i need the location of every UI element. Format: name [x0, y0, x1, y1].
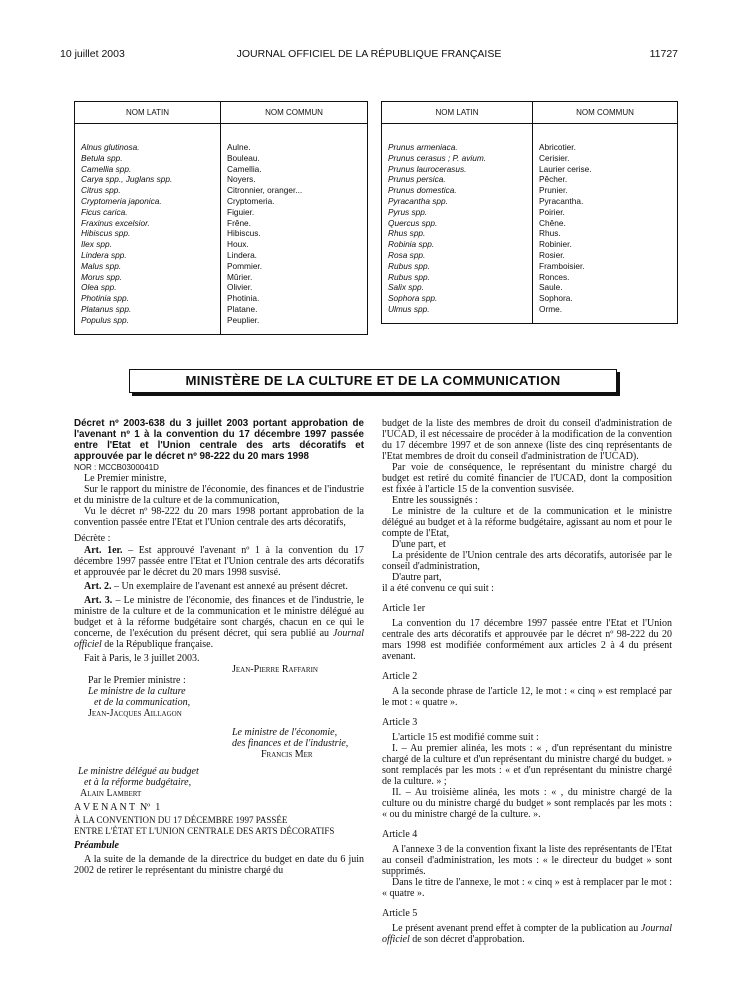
table-cell: Mûrier. — [227, 271, 253, 282]
table-cell: Frêne. — [227, 217, 251, 228]
avenant-column-right — [382, 418, 672, 945]
signatory-title: Le ministre délégué au budget — [78, 766, 199, 777]
table-cell: Pyracantha. — [539, 195, 584, 206]
table-cell: Lindera spp. — [81, 249, 127, 260]
table-cell: Prunier. — [539, 185, 568, 196]
paragraph: A la suite de la demande de la directrice du budget en date du 6 juin 2002 de retirer le représentant du ministre chargé du — [74, 854, 364, 876]
header-page-number: 11727 — [649, 48, 678, 60]
paragraph: La convention du 17 décembre 1997 passée entre l'Etat et l'Union centrale des arts décoratifs et approuvée par le décret nº 98-222 du 20 mars 1998 est modifiée conformément aux articles 2 à 4 du présent avenant. — [382, 618, 672, 662]
signatory-title: des finances et de l'industrie, — [232, 738, 349, 749]
preambule-heading: Préambule — [74, 840, 119, 851]
table-cell: Ficus carica. — [81, 206, 128, 217]
table-cell: Noyers. — [227, 174, 256, 185]
paragraph: II. – Au troisième alinéa, les mots : « , du ministre chargé de la culture ou du ministre chargé du budget » sont remplacés par les mots : « ou du ministre chargé de la culture. ». — [382, 787, 672, 820]
table-cell: Cerisier. — [539, 152, 570, 163]
table-cell: Pommier. — [227, 260, 263, 271]
table-cell: Camellia. — [227, 163, 262, 174]
signatory-title: et de la communication, — [94, 697, 191, 708]
table-cell: Chêne. — [539, 217, 566, 228]
article-heading: Article 5 — [382, 908, 418, 919]
paragraph: Le ministre de la culture et de la communication et le ministre délégué au budget et à la réforme budgétaire, agissant au nom et pour le compte de l'Etat, — [382, 506, 672, 539]
paragraph: Par voie de conséquence, le représentant du ministre chargé du budget est retiré du comité financier de l'UCAD, dont la composition est fixée à l'article 15 de la convention susvisée. — [382, 462, 672, 495]
table-cell: Malus spp. — [81, 260, 122, 271]
decree-column-left — [74, 418, 364, 876]
table-cell: Fraxinus excelsior. — [81, 217, 150, 228]
table-cell: Rosier. — [539, 249, 565, 260]
avenant-subtitle: ENTRE L'ÉTAT ET L'UNION CENTRALE DES ARTS DÉCORATIFS — [74, 826, 335, 836]
table-cell: Hibiscus. — [227, 228, 261, 239]
table-cell: Saule. — [539, 282, 563, 293]
table-cell: Orme. — [539, 303, 563, 314]
table-cell: Prunus laurocerasus. — [388, 163, 467, 174]
table-cell: Quercus spp. — [388, 217, 438, 228]
table-cell: Figuier. — [227, 206, 255, 217]
article-heading: Article 1er — [382, 603, 426, 614]
table-cell: Prunus persica. — [388, 174, 446, 185]
paragraph: Dans le titre de l'annexe, le mot : « cinq » est à remplacer par le mot : « quatre ». — [382, 877, 672, 899]
decrete-heading: Décrète : — [74, 533, 111, 544]
col-header-common: NOM COMMUN — [221, 102, 368, 124]
paragraph: I. – Au premier alinéa, les mots : « , d'un représentant du ministre chargé de la culture et d'un représentant du ministre chargé du budget. » sont remplacés par les mots : « et d'un représentant du ministre chargé de la culture. » ; — [382, 743, 672, 787]
table-cell: Poirier. — [539, 206, 565, 217]
col-header-latin: NOM LATIN — [75, 102, 221, 124]
signature-economy: Francis Mer — [261, 749, 313, 760]
table-cell: Rosa spp. — [388, 249, 426, 260]
paragraph: A la seconde phrase de l'article 12, le mot : « cinq » est remplacé par le mot : « quatre ». — [382, 686, 672, 708]
article-label: Art. 3. — [84, 595, 113, 606]
species-table-left — [74, 101, 368, 335]
article-label: Art. 2. — [84, 581, 112, 592]
table-cell: Sophora spp. — [388, 293, 438, 304]
signature-budget: Alain Lambert — [80, 788, 142, 799]
signatory-title: et à la réforme budgétaire, — [84, 777, 192, 788]
signature-culture: Jean-Jacques Aillagon — [88, 708, 182, 719]
signature-prime-minister: Jean-Pierre Raffarin — [232, 664, 318, 675]
paragraph: Le présent avenant prend effet à compter de la publication au Journal officiel de son décret d'approbation. — [382, 923, 672, 945]
table-cell: Populus spp. — [81, 314, 129, 325]
paragraph: budget de la liste des membres de droit du conseil d'administration de l'UCAD, il est nécessaire de procéder à la modification de la convention du 17 décembre 1997 et de son annexe (liste des cinq représentants de l'Etat membres de droit du conseil d'administration de l'UCAD). — [382, 418, 672, 462]
latin-name-list — [382, 124, 533, 324]
table-cell: Framboisier. — [539, 260, 585, 271]
paragraph: Vu le décret nº 98-222 du 20 mars 1998 portant approbation de la convention passée entre l'Etat et l'Union centrale des arts décoratifs, — [74, 506, 364, 528]
paragraph: D'une part, et — [392, 539, 446, 550]
table-cell: Olea spp. — [81, 282, 117, 293]
article-2: Art. 2. – Un exemplaire de l'avenant est annexé au présent décret. — [84, 581, 348, 592]
table-cell: Laurier cerise. — [539, 163, 592, 174]
table-cell: Cryptomeria. — [227, 195, 275, 206]
article-heading: Article 2 — [382, 671, 418, 682]
col-header-latin: NOM LATIN — [382, 102, 533, 124]
decree-title: Décret nº 2003-638 du 3 juillet 2003 portant approbation de l'avenant nº 1 à la convention du 17 décembre 1997 passée entre l'Etat et l'Union centrale des arts décoratifs et approuvée par le décret nº 98-222 du 20 mars 1998 — [74, 418, 364, 462]
table-cell: Platanus spp. — [81, 303, 132, 314]
paragraph: Entre les soussignés : — [392, 495, 478, 506]
paragraph: Le Premier ministre, — [84, 473, 167, 484]
article-1: Art. 1er. – Est approuvé l'avenant nº 1 à la convention du 17 décembre 1997 passée entre l'Etat et l'Union centrale des arts décoratifs et approuvée par le décret du 20 mars 1998 susvisé. — [74, 545, 364, 578]
table-cell: Photinia spp. — [81, 293, 129, 304]
table-cell: Platane. — [227, 303, 258, 314]
header-date: 10 juillet 2003 — [60, 48, 125, 60]
signatory-title: Le ministre de l'économie, — [232, 727, 338, 738]
table-cell: Olivier. — [227, 282, 253, 293]
paragraph: A l'annexe 3 de la convention fixant la liste des représentants de l'Etat au conseil d'administration, les mots : « le directeur du budget » sont supprimés. — [382, 844, 672, 877]
nor-reference: NOR : MCCB0300041D — [74, 463, 159, 472]
signatory-title: Le ministre de la culture — [88, 686, 186, 697]
paragraph: Sur le rapport du ministre de l'économie, des finances et de l'industrie et du ministre de la culture et de la communication, — [74, 484, 364, 506]
table-cell: Robinier. — [539, 239, 572, 250]
avenant-subtitle: À LA CONVENTION DU 17 DÉCEMBRE 1997 PASSÉE — [74, 815, 288, 825]
table-cell: Rubus spp. — [388, 271, 430, 282]
latin-name-list — [75, 124, 221, 335]
table-cell: Betula spp. — [81, 152, 123, 163]
paragraph: il a été convenu ce qui suit : — [382, 583, 494, 594]
common-name-list — [533, 124, 678, 324]
table-cell: Carya spp., Juglans spp. — [81, 174, 173, 185]
header-journal-title: JOURNAL OFFICIEL DE LA RÉPUBLIQUE FRANÇAISE — [236, 48, 502, 60]
table-cell: Citronnier, oranger... — [227, 185, 303, 196]
article-heading: Article 4 — [382, 829, 418, 840]
table-cell: Houx. — [227, 239, 249, 250]
table-cell: Camellia spp. — [81, 163, 132, 174]
article-label: Art. 1er. — [84, 545, 123, 556]
species-table-right — [381, 101, 678, 324]
table-cell: Ilex spp. — [81, 239, 112, 250]
table-cell: Rhus spp. — [388, 228, 426, 239]
table-cell: Bouleau. — [227, 152, 260, 163]
paragraph: L'article 15 est modifié comme suit : — [392, 732, 539, 743]
table-cell: Pyracantha spp. — [388, 195, 448, 206]
table-cell: Lindera. — [227, 249, 257, 260]
paragraph: D'autre part, — [392, 572, 442, 583]
table-cell: Robinia spp. — [388, 239, 435, 250]
article-3: Art. 3. – Le ministre de l'économie, des finances et de l'industrie, le ministre de la culture et de la communication et le ministre délégué au budget et à la réforme budgétaire sont chargés, chacun en ce qui le concerne, de l'exécution du présent décret, qui sera publié au Journal officiel de la République française. — [74, 595, 364, 650]
table-cell: Ronces. — [539, 271, 570, 282]
table-cell: Pyrus spp. — [388, 206, 428, 217]
table-cell: Rhus. — [539, 228, 561, 239]
table-cell: Abricotier. — [539, 142, 576, 152]
signature-date: Fait à Paris, le 3 juillet 2003. — [84, 653, 200, 664]
table-cell: Citrus spp. — [81, 185, 121, 196]
article-heading: Article 3 — [382, 717, 418, 728]
paragraph: La présidente de l'Union centrale des arts décoratifs, autorisée par le conseil d'administration, — [382, 550, 672, 572]
signature-intro: Par le Premier ministre : — [88, 675, 186, 686]
common-name-list — [221, 124, 368, 335]
col-header-common: NOM COMMUN — [533, 102, 678, 124]
page-header — [60, 48, 678, 64]
table-cell: Hibiscus spp. — [81, 228, 131, 239]
table-cell: Morus spp. — [81, 271, 123, 282]
table-cell: Peuplier. — [227, 314, 260, 325]
table-cell: Pêcher. — [539, 174, 568, 185]
table-cell: Sophora. — [539, 293, 573, 304]
table-cell: Rubus spp. — [388, 260, 430, 271]
table-cell: Cryptomeria japonica. — [81, 195, 162, 206]
avenant-heading: A V E N A N T Nº 1 — [74, 802, 161, 813]
table-cell: Prunus armeniaca. — [388, 142, 458, 152]
table-cell: Prunus domestica. — [388, 185, 457, 196]
table-cell: Salix spp. — [388, 282, 424, 293]
table-cell: Prunus cerasus ; P. avium. — [388, 152, 487, 163]
table-cell: Ulmus spp. — [388, 303, 430, 314]
table-cell: Alnus glutinosa. — [81, 142, 140, 152]
table-cell: Aulne. — [227, 142, 251, 152]
ministry-banner: MINISTÈRE DE LA CULTURE ET DE LA COMMUNICATION — [129, 369, 617, 393]
table-cell: Photinia. — [227, 293, 260, 304]
